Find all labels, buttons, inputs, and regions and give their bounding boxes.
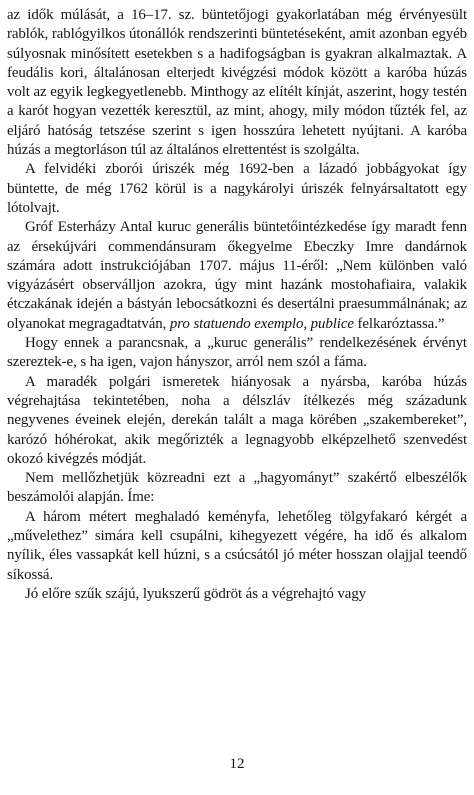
paragraph-8 <box>7 585 467 604</box>
paragraph-1-text: az idők múlását, a 16–17. sz. büntetőjogi gyakorlatában még érvényesült rablók, rablógyilkos útonállók rendszerinti büntetéseként, amit azonban egyéb súlyosnak minősített esetekben s a hadifogságban is gyakran alkalmaztak. A feudális kori, általánosan elterjedt kivégzési módok között a karóba húzás volt az egyik legkegyetlenebb. Minthogy az elítélt kínját, aszerint, hogy testén a karót hogyan vezették keresztül, az mint, ahogy, mily módon tűzték fel, az eljáró hatóság tetszése szerint s igen hosszúra lehetett nyújtani. A karóba húzás a megtorláson túl az általános elrettentést is szolgálta. <box>7 7 467 159</box>
paragraph-2 <box>7 160 467 218</box>
paragraph-7 <box>7 508 467 585</box>
paragraph-7-text: A három métert meghaladó keményfa, lehetőleg tölgyfakaró kérgét a „művelethez” simára kell csupálni, kihegyezett végére, ha idő és alkalom nyílik, éles vassapkát kell húzni, s a csúcsától jó méter hosszan olajjal teendő síkossá. <box>7 508 467 583</box>
paragraph-4 <box>7 334 467 373</box>
paragraph-3 <box>7 218 467 334</box>
paragraph-5 <box>7 373 467 469</box>
body-text <box>7 6 467 604</box>
paragraph-4-text: Hogy ennek a parancsnak, a „kuruc generális” rendelkezésének érvényt szereztek-e, s ha igen, vajon hányszor, arról nem szól a fáma. <box>7 335 467 371</box>
paragraph-3-text: Gróf Esterházy Antal kuruc generális büntetőintézkedése így maradt fenn az érsekújvári commendánsuram őkegyelme Ebeczky Imre dandárnok számára adott instrukciójában 1707. május 11-éről: „Nem különben való vigyázásért observálljon azokra, úgy mint hazánk mostohafiaira, valakik étczakának idején a bástyán lebocsátkozni és desertálni praesummálnának; az olyanokat megragadtatván, <box>7 219 467 332</box>
paragraph-8-text: Jó előre szűk szájú, lyukszerű gödröt ás a végrehajtó vagy <box>25 585 367 602</box>
page-number: 12 <box>229 756 245 772</box>
paragraph-1 <box>7 6 467 160</box>
paragraph-6-text: Nem mellőzhetjük közreadni ezt a „hagyományt” szakértő elbeszélők beszámolói alapján. Íme: <box>7 470 467 506</box>
paragraph-3-text-end: felkaróztassa.” <box>353 315 445 332</box>
paragraph-6 <box>7 469 467 508</box>
paragraph-3-latin-phrase: pro statuendo exemplo, publice <box>169 315 354 332</box>
paragraph-5-text: A maradék polgári ismeretek hiányosak a nyársba, karóba húzás végrehajtása tekintetében, noha a délszláv ítélkezés még századunk negyvenes éveinek elején, derekán talált a maga körében „szakembereket”, karózó hóhérokat, akik megőrizték a legnagyobb elképzelhető szenvedést okozó kivégzés módját. <box>7 373 467 467</box>
paragraph-2-text: A felvidéki zborói úriszék még 1692-ben a lázadó jobbágyokat így büntette, de még 1762 körül is a nagykárolyi úriszék felnyársaltatott egy lótolvajt. <box>7 161 467 216</box>
